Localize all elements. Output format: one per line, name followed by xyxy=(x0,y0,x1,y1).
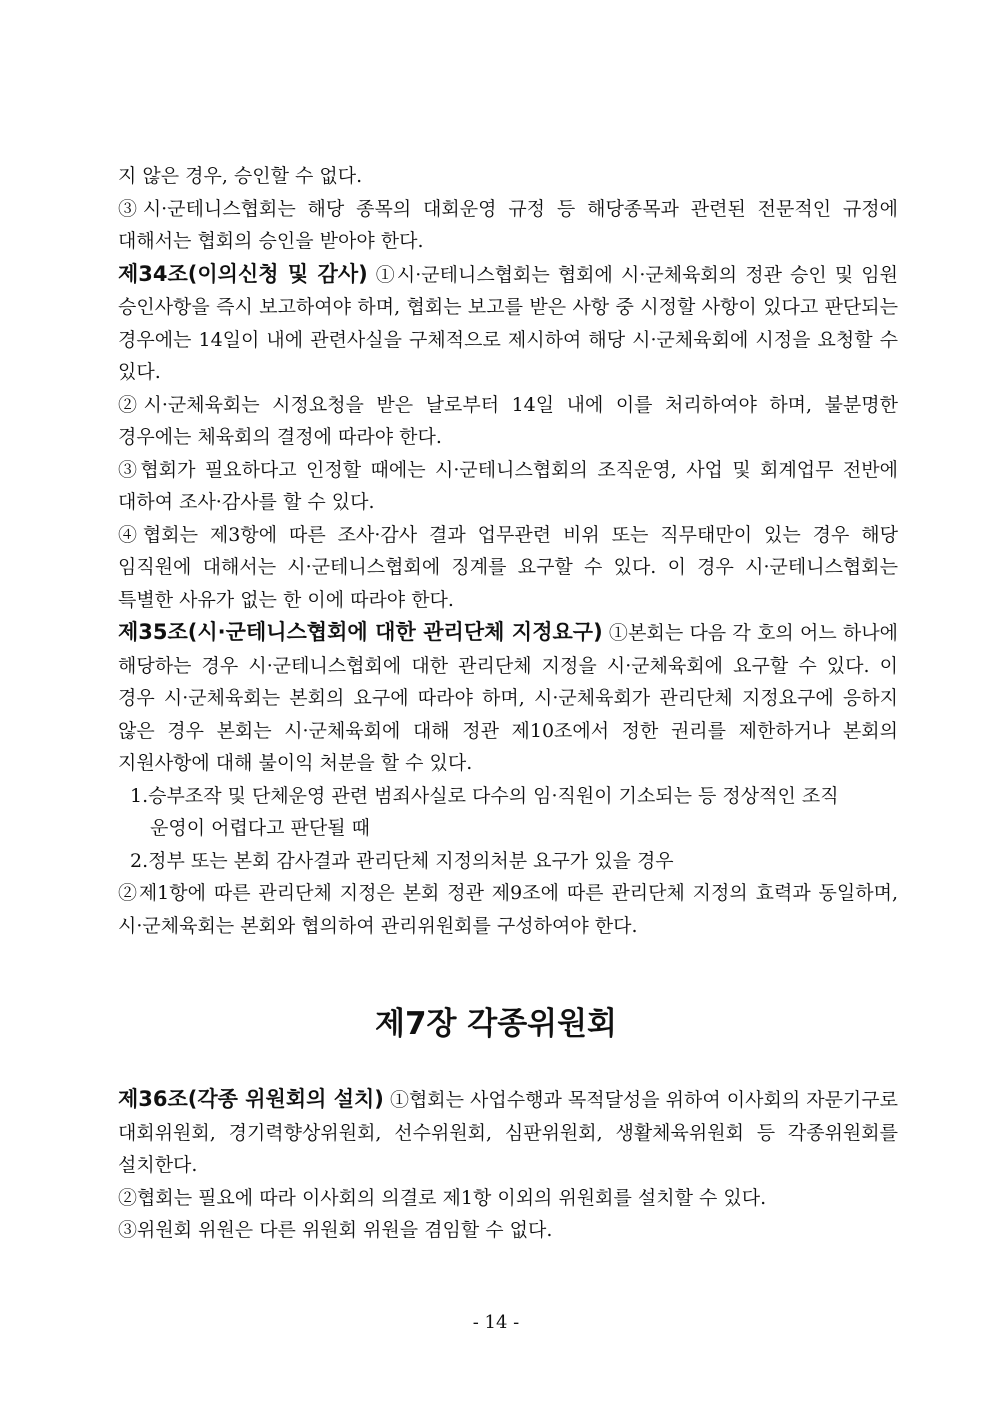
article34-clause1-text: ①시·군테니스협회는 협회에 시·군체육회의 정관 승인 및 임원 승인사항을 즉시 보고하여야 하며, 협회는 보고를 받은 사항 중 시정할 사항이 있다고 판단되는 경우에는 14일이 내에 관련사실을 구체적으로 제시하여 해당 시·군체육회에 시정을 요청할 수 있다. xyxy=(118,263,898,383)
article36-clause3: ③위원회 위원은 다른 위원회 위원을 겸임할 수 없다. xyxy=(118,1219,553,1241)
article35-clause2: ②제1항에 따른 관리단체 지정은 본회 정관 제9조에 따른 관리단체 지정의 효력과 동일하며, 시·군체육회는 본회와 협의하여 관리위원회를 구성하여야 한다. xyxy=(118,882,898,937)
document-body-upper xyxy=(118,160,898,942)
article34-clause1 xyxy=(118,258,898,389)
article35-item2: 2.정부 또는 본회 감사결과 관리단체 지정의처분 요구가 있을 경우 xyxy=(130,849,674,872)
article33-clause3: ③시·군테니스협회는 해당 종목의 대회운영 규정 등 해당종목과 관련된 전문적인 규정에 대해서는 협회의 승인을 받아야 한다. xyxy=(118,197,898,252)
article36-title: 제36조(각종 위원회의 설치) xyxy=(118,1087,384,1111)
article34-clause4: ④협회는 제3항에 따른 조사·감사 결과 업무관련 비위 또는 직무태만이 있는 경우 해당 임직원에 대해서는 시·군테니스협회에 징계를 요구할 수 있다. 이 경우 시·군테니스협회는 특별한 사유가 없는 한 이에 따라야 한다. xyxy=(118,523,898,611)
article34-title: 제34조(이의신청 및 감사) xyxy=(118,261,368,286)
article35-title: 제35조(시·군테니스협회에 대한 관리단체 지정요구) xyxy=(118,620,603,644)
document-body-lower xyxy=(118,1083,898,1247)
article34-clause3: ③협회가 필요하다고 인정할 때에는 시·군테니스협회의 조직운영, 사업 및 회계업무 전반에 대하여 조사·감사를 할 수 있다. xyxy=(118,458,898,513)
article35-item1: 1.승부조작 및 단체운영 관련 범죄사실로 다수의 임·직원이 기소되는 등 정상적인 조직 운영이 어렵다고 판단될 때 xyxy=(130,784,839,839)
article36-clause1-text: ①협회는 사업수행과 목적달성을 위하여 이사회의 자문기구로 대회위원회, 경기력향상위원회, 선수위원회, 심판위원회, 생활체육위원회 등 각종위원회를 설치한다. xyxy=(118,1089,898,1176)
article36-clause2: ②협회는 필요에 따라 이사회의 의결로 제1항 이외의 위원회를 설치할 수 있다. xyxy=(118,1186,767,1209)
article35-clause1 xyxy=(118,616,898,780)
chapter-title: 제7장 각종위원회 xyxy=(375,1006,617,1042)
page-number: - 14 - xyxy=(472,1312,520,1333)
article36-clause1 xyxy=(118,1083,898,1182)
article35-clause1-text: ①본회는 다음 각 호의 어느 하나에 해당하는 경우 시·군테니스협회에 대한 관리단체 지정을 시·군체육회에 요구할 수 있다. 이 경우 시·군체육회는 본회의 요구에 따라야 하며, 시·군체육회가 관리단체 지정요구에 응하지 않은 경우 본회는 시·군체육회에 대해 정관 제10조에서 정한 권리를 제한하거나 본회의 지원사항에 대해 불이익 처분을 할 수 있다. xyxy=(118,622,898,774)
article34-clause2: ②시·군체육회는 시정요청을 받은 날로부터 14일 내에 이를 처리하여야 하며, 불분명한 경우에는 체육회의 결정에 따라야 한다. xyxy=(118,393,898,448)
continued-paragraph: 지 않은 경우, 승인할 수 없다. xyxy=(118,165,363,187)
